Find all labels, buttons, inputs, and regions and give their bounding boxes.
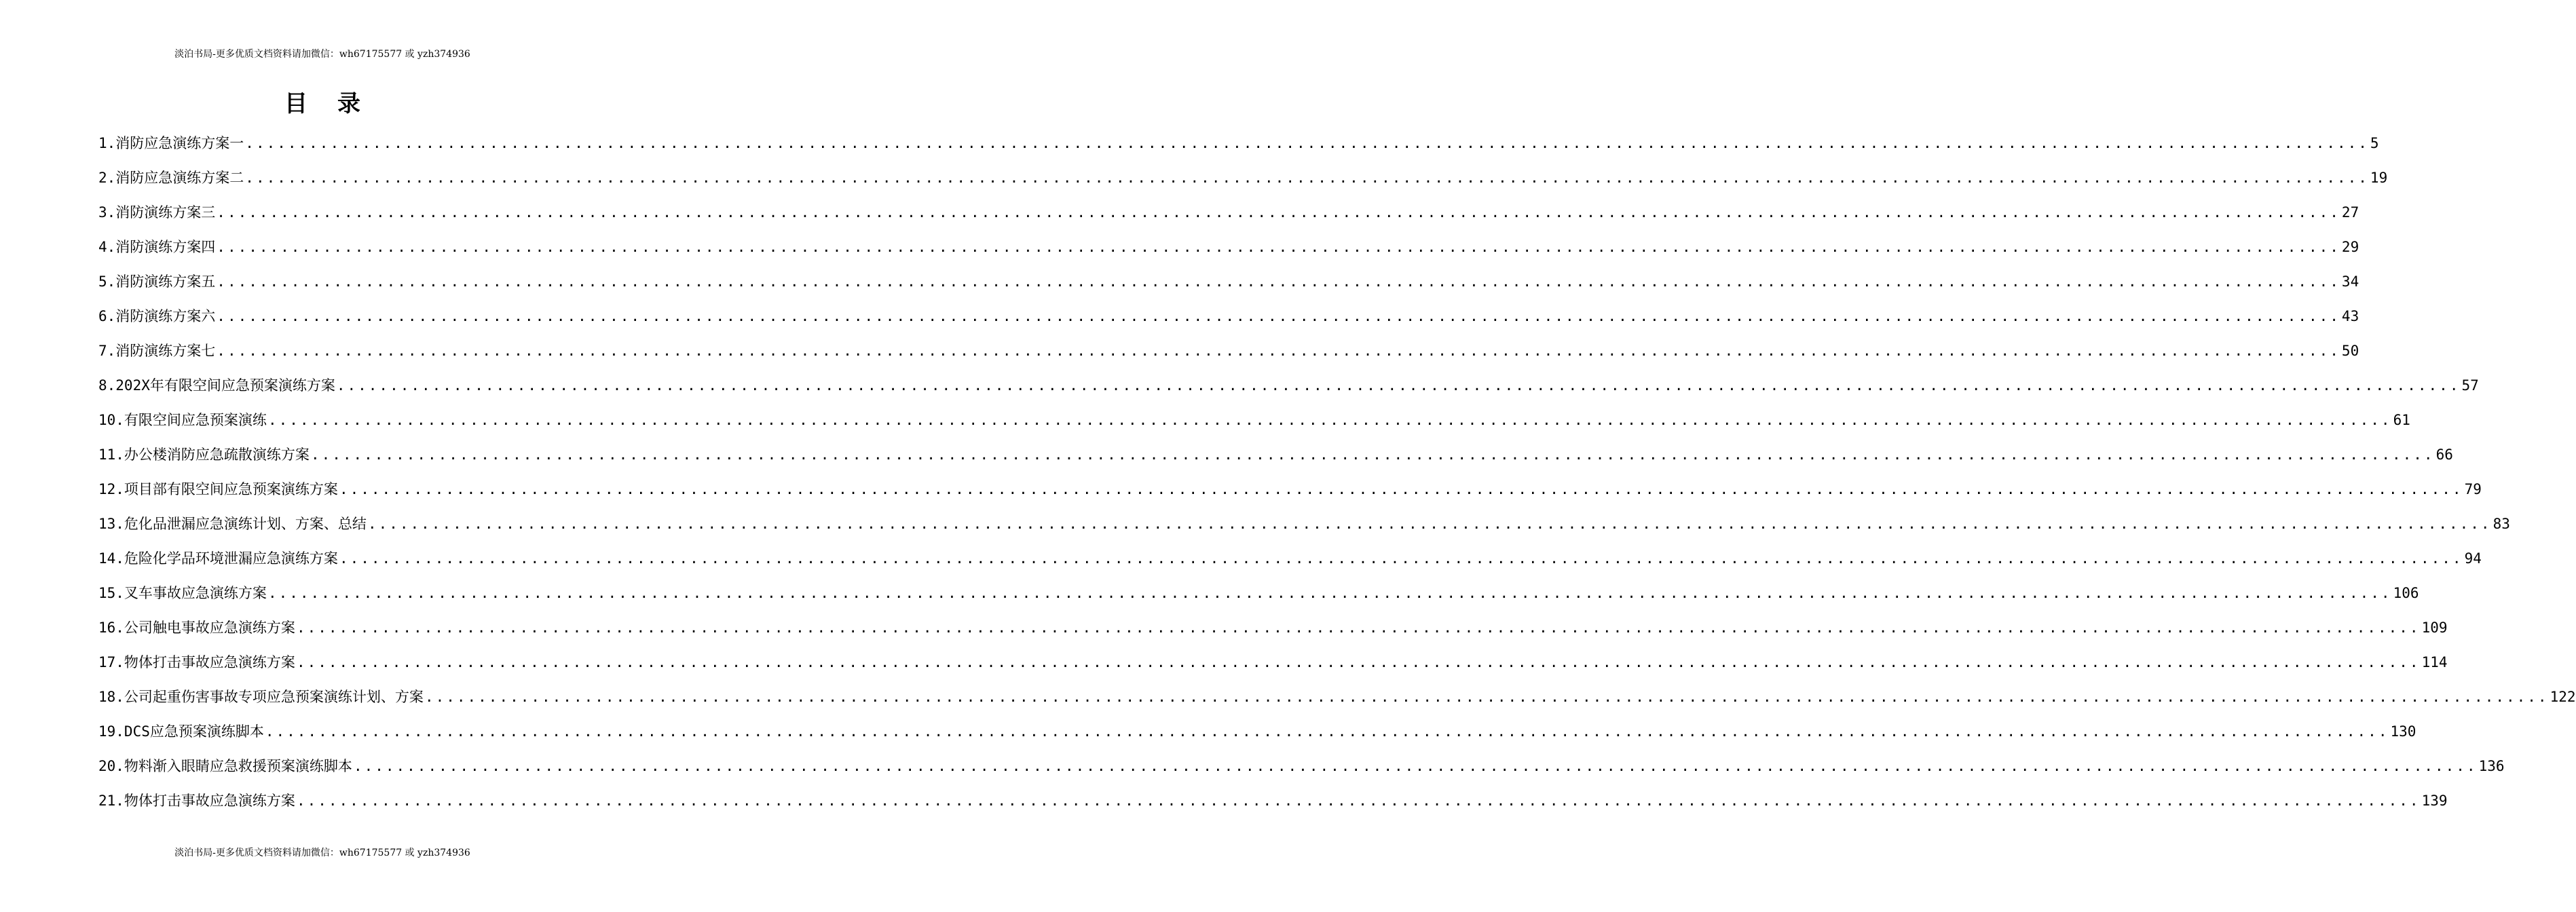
toc-entry-page-number: 5 (2370, 135, 2379, 151)
toc-entry-page-number: 43 (2341, 308, 2359, 324)
toc-entry-page-number: 136 (2478, 758, 2505, 774)
toc-entry-title: 21.物体打击事故应急演练方案 (98, 793, 295, 809)
toc-dot-leader: ........................................................................................................................................................................................................ (217, 273, 2340, 290)
toc-entry-page-number: 114 (2421, 654, 2448, 670)
toc-entry-page-number: 66 (2435, 446, 2453, 463)
toc-entry-title: 7.消防演练方案七 (98, 343, 216, 359)
toc-entry-title: 5.消防演练方案五 (98, 273, 216, 290)
toc-dot-leader: ........................................................................................................................................................................................................ (336, 377, 2461, 394)
toc-dot-leader: ........................................................................................................................................................................................................ (310, 446, 2435, 463)
toc-entry-title: 4.消防演练方案四 (98, 239, 216, 255)
page-footer: 淡泊书局-更多优质文档资料请加微信：wh67175577 或 yzh374936 (174, 848, 470, 858)
toc-entry[interactable] (98, 475, 2482, 510)
toc-entry-title: 20.物料渐入眼睛应急救援预案演练脚本 (98, 758, 352, 774)
page-header: 淡泊书局-更多优质文档资料请加微信：wh67175577 或 yzh374936 (174, 49, 470, 60)
toc-entry-title: 6.消防演练方案六 (98, 308, 216, 324)
toc-entry-page-number: 109 (2421, 620, 2448, 636)
toc-entry[interactable] (98, 198, 2359, 233)
toc-entry-page-number: 61 (2393, 412, 2410, 428)
toc-dot-leader: ........................................................................................................................................................................................................ (339, 550, 2463, 567)
toc-dot-leader: ........................................................................................................................................................................................................ (353, 758, 2478, 774)
toc-entry-page-number: 27 (2341, 204, 2359, 221)
toc-entry-title: 16.公司触电事故应急演练方案 (98, 620, 295, 636)
toc-entry[interactable] (98, 613, 2448, 648)
toc-entry-title: 19.DCS应急预案演练脚本 (98, 723, 264, 740)
toc-entry-page-number: 19 (2370, 170, 2388, 186)
toc-dot-leader: ........................................................................................................................................................................................................ (217, 343, 2340, 359)
toc-entry[interactable] (98, 164, 2388, 198)
toc-entry-page-number: 130 (2390, 723, 2416, 740)
toc-dot-leader: ........................................................................................................................................................................................................ (296, 793, 2421, 809)
toc-entry[interactable] (98, 233, 2359, 267)
toc-entry[interactable] (98, 129, 2379, 164)
toc-dot-leader: ........................................................................................................................................................................................................ (296, 620, 2421, 636)
toc-entry-page-number: 29 (2341, 239, 2359, 255)
toc-entry-title: 10.有限空间应急预案演练 (98, 412, 267, 428)
toc-entry-page-number: 94 (2464, 550, 2482, 567)
toc-entry[interactable] (98, 337, 2359, 371)
toc-dot-leader: ........................................................................................................................................................................................................ (424, 689, 2549, 705)
toc-dot-leader: ........................................................................................................................................................................................................ (267, 412, 2392, 428)
toc-entry[interactable] (98, 648, 2448, 683)
toc-entry-title: 18.公司起重伤害事故专项应急预案演练计划、方案 (98, 689, 424, 705)
toc-dot-leader: ........................................................................................................................................................................................................ (267, 585, 2392, 601)
toc-entry-page-number: 83 (2493, 516, 2510, 532)
toc-entry[interactable] (98, 544, 2482, 579)
toc-entry-title: 15.叉车事故应急演练方案 (98, 585, 267, 601)
toc-dot-leader: ........................................................................................................................................................................................................ (339, 481, 2463, 497)
toc-entry[interactable] (98, 267, 2359, 302)
toc-entry-page-number: 34 (2341, 273, 2359, 290)
toc-entry-page-number: 50 (2341, 343, 2359, 359)
toc-entry-page-number: 57 (2461, 377, 2479, 394)
toc-entry-title: 2.消防应急演练方案二 (98, 170, 244, 186)
page-title: 目录 (284, 90, 390, 117)
toc-dot-leader: ........................................................................................................................................................................................................ (217, 239, 2340, 255)
toc-entry[interactable] (98, 683, 2576, 717)
toc-entry-title: 3.消防演练方案三 (98, 204, 216, 221)
toc-dot-leader: ........................................................................................................................................................................................................ (245, 170, 2369, 186)
toc-entry[interactable] (98, 510, 2510, 544)
toc-entry-title: 12.项目部有限空间应急预案演练方案 (98, 481, 338, 497)
toc-entry-page-number: 122 (2550, 689, 2576, 705)
toc-dot-leader: ........................................................................................................................................................................................................ (245, 135, 2369, 151)
toc-entry-title: 11.办公楼消防应急疏散演练方案 (98, 446, 310, 463)
toc-dot-leader: ........................................................................................................................................................................................................ (367, 516, 2492, 532)
toc-dot-leader: ........................................................................................................................................................................................................ (265, 723, 2389, 740)
toc-entry[interactable] (98, 579, 2419, 613)
toc-entry-title: 14.危险化学品环境泄漏应急演练方案 (98, 550, 338, 567)
toc-entry[interactable] (98, 406, 2410, 440)
toc-entry[interactable] (98, 371, 2479, 406)
toc-entry-page-number: 106 (2393, 585, 2419, 601)
table-of-contents (98, 129, 2576, 821)
toc-dot-leader: ........................................................................................................................................................................................................ (296, 654, 2421, 670)
toc-entry[interactable] (98, 786, 2448, 821)
toc-entry-page-number: 139 (2421, 793, 2448, 809)
toc-entry[interactable] (98, 752, 2505, 786)
toc-entry-title: 17.物体打击事故应急演练方案 (98, 654, 295, 670)
toc-entry-title: 1.消防应急演练方案一 (98, 135, 244, 151)
toc-dot-leader: ........................................................................................................................................................................................................ (217, 308, 2340, 324)
toc-entry-page-number: 79 (2464, 481, 2482, 497)
toc-entry[interactable] (98, 440, 2453, 475)
toc-entry[interactable] (98, 717, 2416, 752)
toc-dot-leader: ........................................................................................................................................................................................................ (217, 204, 2340, 221)
toc-entry-title: 13.危化品泄漏应急演练计划、方案、总结 (98, 516, 367, 532)
toc-entry-title: 8.202X年有限空间应急预案演练方案 (98, 377, 335, 394)
toc-entry[interactable] (98, 302, 2359, 337)
